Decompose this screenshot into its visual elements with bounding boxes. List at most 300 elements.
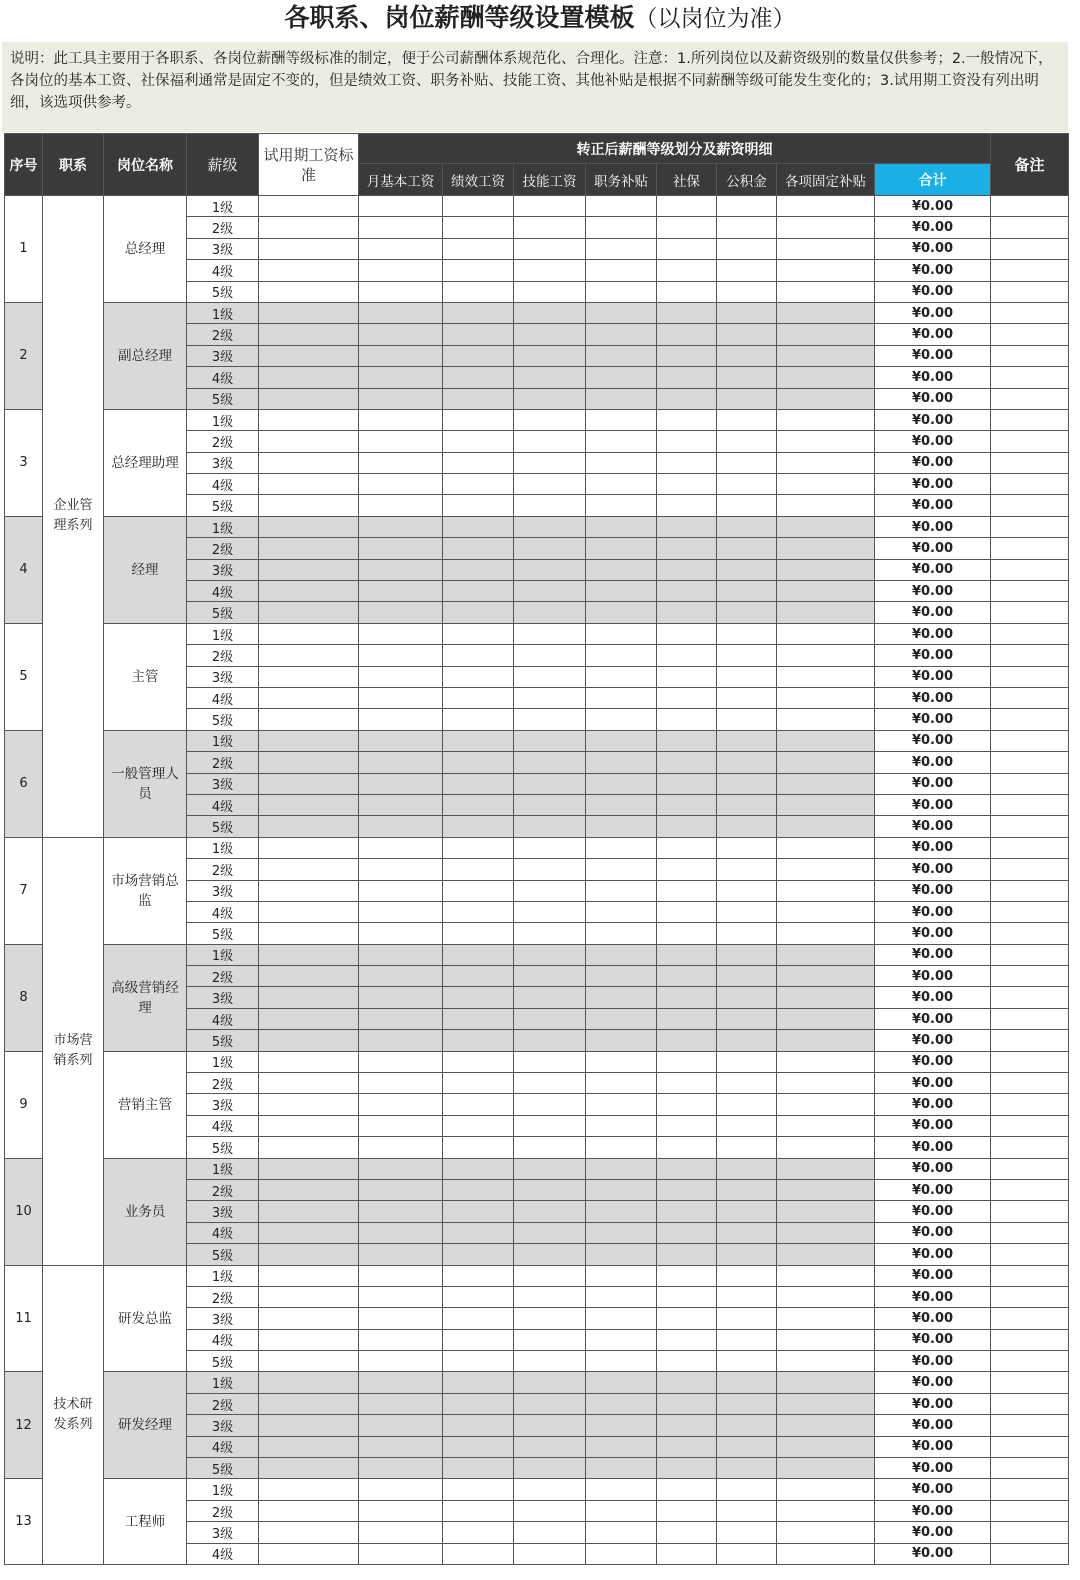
cell-detail[interactable] [443, 859, 514, 880]
cell-probation[interactable] [259, 966, 359, 987]
cell-detail[interactable] [717, 623, 777, 644]
cell-detail[interactable] [514, 1351, 586, 1372]
cell-detail[interactable] [359, 452, 443, 473]
cell-detail[interactable] [657, 1351, 717, 1372]
cell-remark[interactable] [991, 538, 1069, 559]
cell-detail[interactable] [657, 773, 717, 794]
cell-detail[interactable] [777, 1137, 875, 1158]
cell-detail[interactable] [717, 345, 777, 366]
cell-detail[interactable] [657, 1543, 717, 1564]
cell-probation[interactable] [259, 367, 359, 388]
cell-detail[interactable] [657, 538, 717, 559]
cell-detail[interactable] [777, 409, 875, 430]
cell-probation[interactable] [259, 1051, 359, 1072]
cell-detail[interactable] [717, 666, 777, 687]
cell-detail[interactable] [586, 217, 657, 238]
cell-detail[interactable] [586, 1094, 657, 1115]
cell-detail[interactable] [717, 901, 777, 922]
cell-probation[interactable] [259, 837, 359, 858]
cell-detail[interactable] [514, 1308, 586, 1329]
cell-detail[interactable] [514, 645, 586, 666]
cell-probation[interactable] [259, 666, 359, 687]
cell-detail[interactable] [717, 880, 777, 901]
cell-detail[interactable] [359, 816, 443, 837]
cell-detail[interactable] [514, 388, 586, 409]
cell-detail[interactable] [717, 752, 777, 773]
cell-detail[interactable] [777, 302, 875, 323]
cell-probation[interactable] [259, 431, 359, 452]
cell-detail[interactable] [657, 196, 717, 217]
cell-detail[interactable] [443, 474, 514, 495]
cell-remark[interactable] [991, 474, 1069, 495]
cell-detail[interactable] [586, 452, 657, 473]
cell-detail[interactable] [514, 1543, 586, 1564]
cell-remark[interactable] [991, 645, 1069, 666]
cell-detail[interactable] [777, 923, 875, 944]
cell-detail[interactable] [657, 966, 717, 987]
cell-detail[interactable] [443, 1008, 514, 1029]
cell-detail[interactable] [359, 581, 443, 602]
cell-detail[interactable] [777, 730, 875, 751]
cell-remark[interactable] [991, 1351, 1069, 1372]
cell-detail[interactable] [586, 260, 657, 281]
cell-detail[interactable] [657, 1115, 717, 1136]
cell-detail[interactable] [777, 452, 875, 473]
cell-detail[interactable] [717, 1286, 777, 1307]
cell-detail[interactable] [443, 1329, 514, 1350]
cell-probation[interactable] [259, 1308, 359, 1329]
cell-detail[interactable] [514, 1522, 586, 1543]
cell-detail[interactable] [777, 538, 875, 559]
cell-detail[interactable] [657, 709, 717, 730]
cell-detail[interactable] [359, 1201, 443, 1222]
cell-detail[interactable] [586, 1030, 657, 1051]
cell-detail[interactable] [717, 1393, 777, 1414]
cell-detail[interactable] [657, 816, 717, 837]
cell-probation[interactable] [259, 1415, 359, 1436]
cell-remark[interactable] [991, 1030, 1069, 1051]
cell-detail[interactable] [777, 709, 875, 730]
cell-detail[interactable] [777, 1372, 875, 1393]
cell-detail[interactable] [717, 324, 777, 345]
cell-detail[interactable] [514, 1222, 586, 1243]
cell-detail[interactable] [359, 1094, 443, 1115]
cell-detail[interactable] [777, 1030, 875, 1051]
cell-remark[interactable] [991, 1137, 1069, 1158]
cell-detail[interactable] [514, 730, 586, 751]
cell-detail[interactable] [777, 1222, 875, 1243]
cell-detail[interactable] [777, 516, 875, 537]
cell-detail[interactable] [586, 581, 657, 602]
cell-detail[interactable] [657, 1415, 717, 1436]
cell-probation[interactable] [259, 388, 359, 409]
cell-detail[interactable] [586, 837, 657, 858]
cell-remark[interactable] [991, 1008, 1069, 1029]
cell-probation[interactable] [259, 859, 359, 880]
cell-detail[interactable] [586, 1244, 657, 1265]
cell-detail[interactable] [586, 794, 657, 815]
cell-detail[interactable] [657, 1137, 717, 1158]
cell-detail[interactable] [777, 816, 875, 837]
cell-detail[interactable] [657, 431, 717, 452]
cell-remark[interactable] [991, 516, 1069, 537]
cell-detail[interactable] [717, 538, 777, 559]
cell-detail[interactable] [586, 602, 657, 623]
cell-detail[interactable] [586, 367, 657, 388]
cell-detail[interactable] [717, 1500, 777, 1521]
cell-detail[interactable] [359, 1458, 443, 1479]
cell-probation[interactable] [259, 281, 359, 302]
cell-detail[interactable] [443, 880, 514, 901]
cell-detail[interactable] [777, 1522, 875, 1543]
cell-detail[interactable] [514, 238, 586, 259]
cell-probation[interactable] [259, 730, 359, 751]
cell-probation[interactable] [259, 238, 359, 259]
cell-remark[interactable] [991, 388, 1069, 409]
cell-detail[interactable] [443, 1051, 514, 1072]
cell-detail[interactable] [717, 645, 777, 666]
cell-detail[interactable] [359, 238, 443, 259]
cell-detail[interactable] [657, 302, 717, 323]
cell-detail[interactable] [657, 474, 717, 495]
cell-detail[interactable] [586, 1008, 657, 1029]
cell-detail[interactable] [777, 1329, 875, 1350]
cell-probation[interactable] [259, 538, 359, 559]
cell-detail[interactable] [514, 709, 586, 730]
cell-detail[interactable] [514, 623, 586, 644]
cell-detail[interactable] [717, 1222, 777, 1243]
cell-detail[interactable] [514, 1436, 586, 1457]
cell-detail[interactable] [359, 281, 443, 302]
cell-detail[interactable] [717, 516, 777, 537]
cell-detail[interactable] [514, 923, 586, 944]
cell-detail[interactable] [657, 1393, 717, 1414]
cell-remark[interactable] [991, 367, 1069, 388]
cell-detail[interactable] [514, 1179, 586, 1200]
cell-detail[interactable] [777, 1479, 875, 1500]
cell-probation[interactable] [259, 302, 359, 323]
cell-detail[interactable] [443, 1030, 514, 1051]
cell-detail[interactable] [586, 1372, 657, 1393]
cell-detail[interactable] [586, 923, 657, 944]
cell-detail[interactable] [443, 217, 514, 238]
cell-detail[interactable] [443, 281, 514, 302]
cell-detail[interactable] [359, 559, 443, 580]
cell-detail[interactable] [717, 559, 777, 580]
cell-detail[interactable] [657, 859, 717, 880]
cell-detail[interactable] [657, 987, 717, 1008]
cell-detail[interactable] [586, 345, 657, 366]
cell-detail[interactable] [657, 1458, 717, 1479]
cell-detail[interactable] [514, 944, 586, 965]
cell-detail[interactable] [777, 1415, 875, 1436]
cell-detail[interactable] [717, 260, 777, 281]
cell-detail[interactable] [717, 923, 777, 944]
cell-detail[interactable] [359, 1543, 443, 1564]
cell-detail[interactable] [586, 1351, 657, 1372]
cell-detail[interactable] [586, 431, 657, 452]
cell-detail[interactable] [359, 1436, 443, 1457]
cell-remark[interactable] [991, 987, 1069, 1008]
cell-remark[interactable] [991, 623, 1069, 644]
cell-detail[interactable] [777, 324, 875, 345]
cell-remark[interactable] [991, 559, 1069, 580]
cell-probation[interactable] [259, 1500, 359, 1521]
cell-probation[interactable] [259, 1222, 359, 1243]
cell-detail[interactable] [359, 1308, 443, 1329]
cell-detail[interactable] [443, 324, 514, 345]
cell-detail[interactable] [586, 281, 657, 302]
cell-detail[interactable] [777, 1265, 875, 1286]
cell-probation[interactable] [259, 1201, 359, 1222]
cell-detail[interactable] [586, 559, 657, 580]
cell-probation[interactable] [259, 217, 359, 238]
cell-detail[interactable] [443, 1201, 514, 1222]
cell-detail[interactable] [717, 1415, 777, 1436]
cell-detail[interactable] [717, 1351, 777, 1372]
cell-detail[interactable] [777, 581, 875, 602]
cell-detail[interactable] [514, 687, 586, 708]
cell-detail[interactable] [359, 474, 443, 495]
cell-detail[interactable] [514, 474, 586, 495]
cell-probation[interactable] [259, 794, 359, 815]
cell-detail[interactable] [717, 816, 777, 837]
cell-probation[interactable] [259, 602, 359, 623]
cell-probation[interactable] [259, 1030, 359, 1051]
cell-detail[interactable] [777, 1436, 875, 1457]
cell-probation[interactable] [259, 196, 359, 217]
cell-detail[interactable] [777, 880, 875, 901]
cell-detail[interactable] [443, 645, 514, 666]
cell-detail[interactable] [443, 923, 514, 944]
cell-detail[interactable] [777, 495, 875, 516]
cell-detail[interactable] [443, 238, 514, 259]
cell-detail[interactable] [717, 1522, 777, 1543]
cell-detail[interactable] [514, 1137, 586, 1158]
cell-detail[interactable] [443, 1372, 514, 1393]
cell-detail[interactable] [359, 1222, 443, 1243]
cell-detail[interactable] [443, 1308, 514, 1329]
cell-probation[interactable] [259, 324, 359, 345]
cell-detail[interactable] [717, 1479, 777, 1500]
cell-probation[interactable] [259, 645, 359, 666]
cell-detail[interactable] [443, 752, 514, 773]
cell-remark[interactable] [991, 1073, 1069, 1094]
cell-detail[interactable] [717, 709, 777, 730]
cell-remark[interactable] [991, 837, 1069, 858]
cell-detail[interactable] [717, 409, 777, 430]
cell-detail[interactable] [359, 388, 443, 409]
cell-probation[interactable] [259, 1479, 359, 1500]
cell-detail[interactable] [777, 1094, 875, 1115]
cell-detail[interactable] [657, 1051, 717, 1072]
cell-detail[interactable] [777, 431, 875, 452]
cell-detail[interactable] [657, 1329, 717, 1350]
cell-detail[interactable] [777, 645, 875, 666]
cell-detail[interactable] [586, 324, 657, 345]
cell-probation[interactable] [259, 452, 359, 473]
cell-detail[interactable] [657, 409, 717, 430]
cell-remark[interactable] [991, 1500, 1069, 1521]
cell-detail[interactable] [443, 816, 514, 837]
cell-detail[interactable] [717, 1244, 777, 1265]
cell-detail[interactable] [777, 859, 875, 880]
cell-detail[interactable] [443, 1094, 514, 1115]
cell-detail[interactable] [586, 1479, 657, 1500]
cell-detail[interactable] [443, 1500, 514, 1521]
cell-remark[interactable] [991, 196, 1069, 217]
cell-detail[interactable] [586, 1436, 657, 1457]
cell-detail[interactable] [514, 1415, 586, 1436]
cell-detail[interactable] [359, 1115, 443, 1136]
cell-detail[interactable] [443, 1158, 514, 1179]
cell-detail[interactable] [777, 602, 875, 623]
cell-detail[interactable] [657, 752, 717, 773]
cell-detail[interactable] [777, 1073, 875, 1094]
cell-detail[interactable] [514, 431, 586, 452]
cell-probation[interactable] [259, 1393, 359, 1414]
cell-detail[interactable] [514, 345, 586, 366]
cell-detail[interactable] [514, 302, 586, 323]
cell-detail[interactable] [514, 1158, 586, 1179]
cell-probation[interactable] [259, 345, 359, 366]
cell-detail[interactable] [586, 538, 657, 559]
cell-detail[interactable] [777, 687, 875, 708]
cell-detail[interactable] [514, 367, 586, 388]
cell-remark[interactable] [991, 944, 1069, 965]
cell-detail[interactable] [443, 1393, 514, 1414]
cell-remark[interactable] [991, 1372, 1069, 1393]
cell-detail[interactable] [514, 1201, 586, 1222]
cell-detail[interactable] [443, 1137, 514, 1158]
cell-detail[interactable] [443, 1543, 514, 1564]
cell-detail[interactable] [359, 1158, 443, 1179]
cell-detail[interactable] [777, 1393, 875, 1414]
cell-detail[interactable] [514, 1115, 586, 1136]
cell-detail[interactable] [586, 388, 657, 409]
cell-detail[interactable] [586, 1522, 657, 1543]
cell-detail[interactable] [657, 452, 717, 473]
cell-detail[interactable] [717, 859, 777, 880]
cell-detail[interactable] [359, 1329, 443, 1350]
cell-detail[interactable] [717, 1265, 777, 1286]
cell-detail[interactable] [514, 1329, 586, 1350]
cell-detail[interactable] [443, 559, 514, 580]
cell-detail[interactable] [777, 837, 875, 858]
cell-detail[interactable] [657, 1244, 717, 1265]
cell-detail[interactable] [777, 1158, 875, 1179]
cell-remark[interactable] [991, 1329, 1069, 1350]
cell-detail[interactable] [777, 752, 875, 773]
cell-detail[interactable] [717, 1073, 777, 1094]
cell-detail[interactable] [717, 794, 777, 815]
cell-detail[interactable] [717, 1372, 777, 1393]
cell-detail[interactable] [657, 944, 717, 965]
cell-detail[interactable] [514, 1265, 586, 1286]
cell-detail[interactable] [777, 966, 875, 987]
cell-detail[interactable] [717, 773, 777, 794]
cell-remark[interactable] [991, 452, 1069, 473]
cell-detail[interactable] [359, 260, 443, 281]
cell-detail[interactable] [657, 581, 717, 602]
cell-detail[interactable] [359, 196, 443, 217]
cell-probation[interactable] [259, 516, 359, 537]
cell-remark[interactable] [991, 1222, 1069, 1243]
cell-detail[interactable] [586, 859, 657, 880]
cell-probation[interactable] [259, 687, 359, 708]
cell-remark[interactable] [991, 495, 1069, 516]
cell-detail[interactable] [657, 1030, 717, 1051]
cell-detail[interactable] [657, 367, 717, 388]
cell-remark[interactable] [991, 709, 1069, 730]
cell-remark[interactable] [991, 1158, 1069, 1179]
cell-detail[interactable] [657, 238, 717, 259]
cell-probation[interactable] [259, 409, 359, 430]
cell-detail[interactable] [443, 709, 514, 730]
cell-detail[interactable] [359, 923, 443, 944]
cell-detail[interactable] [777, 217, 875, 238]
cell-detail[interactable] [514, 581, 586, 602]
cell-detail[interactable] [514, 1286, 586, 1307]
cell-detail[interactable] [359, 1244, 443, 1265]
cell-detail[interactable] [586, 987, 657, 1008]
cell-detail[interactable] [443, 538, 514, 559]
cell-remark[interactable] [991, 966, 1069, 987]
cell-detail[interactable] [586, 966, 657, 987]
cell-remark[interactable] [991, 773, 1069, 794]
cell-detail[interactable] [717, 837, 777, 858]
cell-detail[interactable] [657, 1479, 717, 1500]
cell-detail[interactable] [657, 623, 717, 644]
cell-remark[interactable] [991, 880, 1069, 901]
cell-detail[interactable] [717, 1543, 777, 1564]
cell-detail[interactable] [359, 516, 443, 537]
cell-probation[interactable] [259, 1458, 359, 1479]
cell-detail[interactable] [359, 367, 443, 388]
cell-detail[interactable] [586, 196, 657, 217]
cell-detail[interactable] [717, 1094, 777, 1115]
cell-detail[interactable] [777, 1115, 875, 1136]
cell-detail[interactable] [717, 1436, 777, 1457]
cell-remark[interactable] [991, 281, 1069, 302]
cell-probation[interactable] [259, 944, 359, 965]
cell-detail[interactable] [586, 687, 657, 708]
cell-detail[interactable] [359, 645, 443, 666]
cell-detail[interactable] [657, 730, 717, 751]
cell-detail[interactable] [359, 1522, 443, 1543]
cell-detail[interactable] [717, 602, 777, 623]
cell-detail[interactable] [359, 687, 443, 708]
cell-detail[interactable] [443, 623, 514, 644]
cell-remark[interactable] [991, 687, 1069, 708]
cell-detail[interactable] [443, 345, 514, 366]
cell-probation[interactable] [259, 559, 359, 580]
cell-detail[interactable] [359, 837, 443, 858]
cell-detail[interactable] [359, 302, 443, 323]
cell-detail[interactable] [359, 1351, 443, 1372]
cell-detail[interactable] [777, 1351, 875, 1372]
cell-detail[interactable] [657, 1500, 717, 1521]
cell-detail[interactable] [443, 966, 514, 987]
cell-detail[interactable] [586, 901, 657, 922]
cell-detail[interactable] [514, 1051, 586, 1072]
cell-detail[interactable] [359, 1393, 443, 1414]
cell-remark[interactable] [991, 260, 1069, 281]
cell-probation[interactable] [259, 1008, 359, 1029]
cell-detail[interactable] [514, 260, 586, 281]
cell-detail[interactable] [586, 1073, 657, 1094]
cell-probation[interactable] [259, 1543, 359, 1564]
